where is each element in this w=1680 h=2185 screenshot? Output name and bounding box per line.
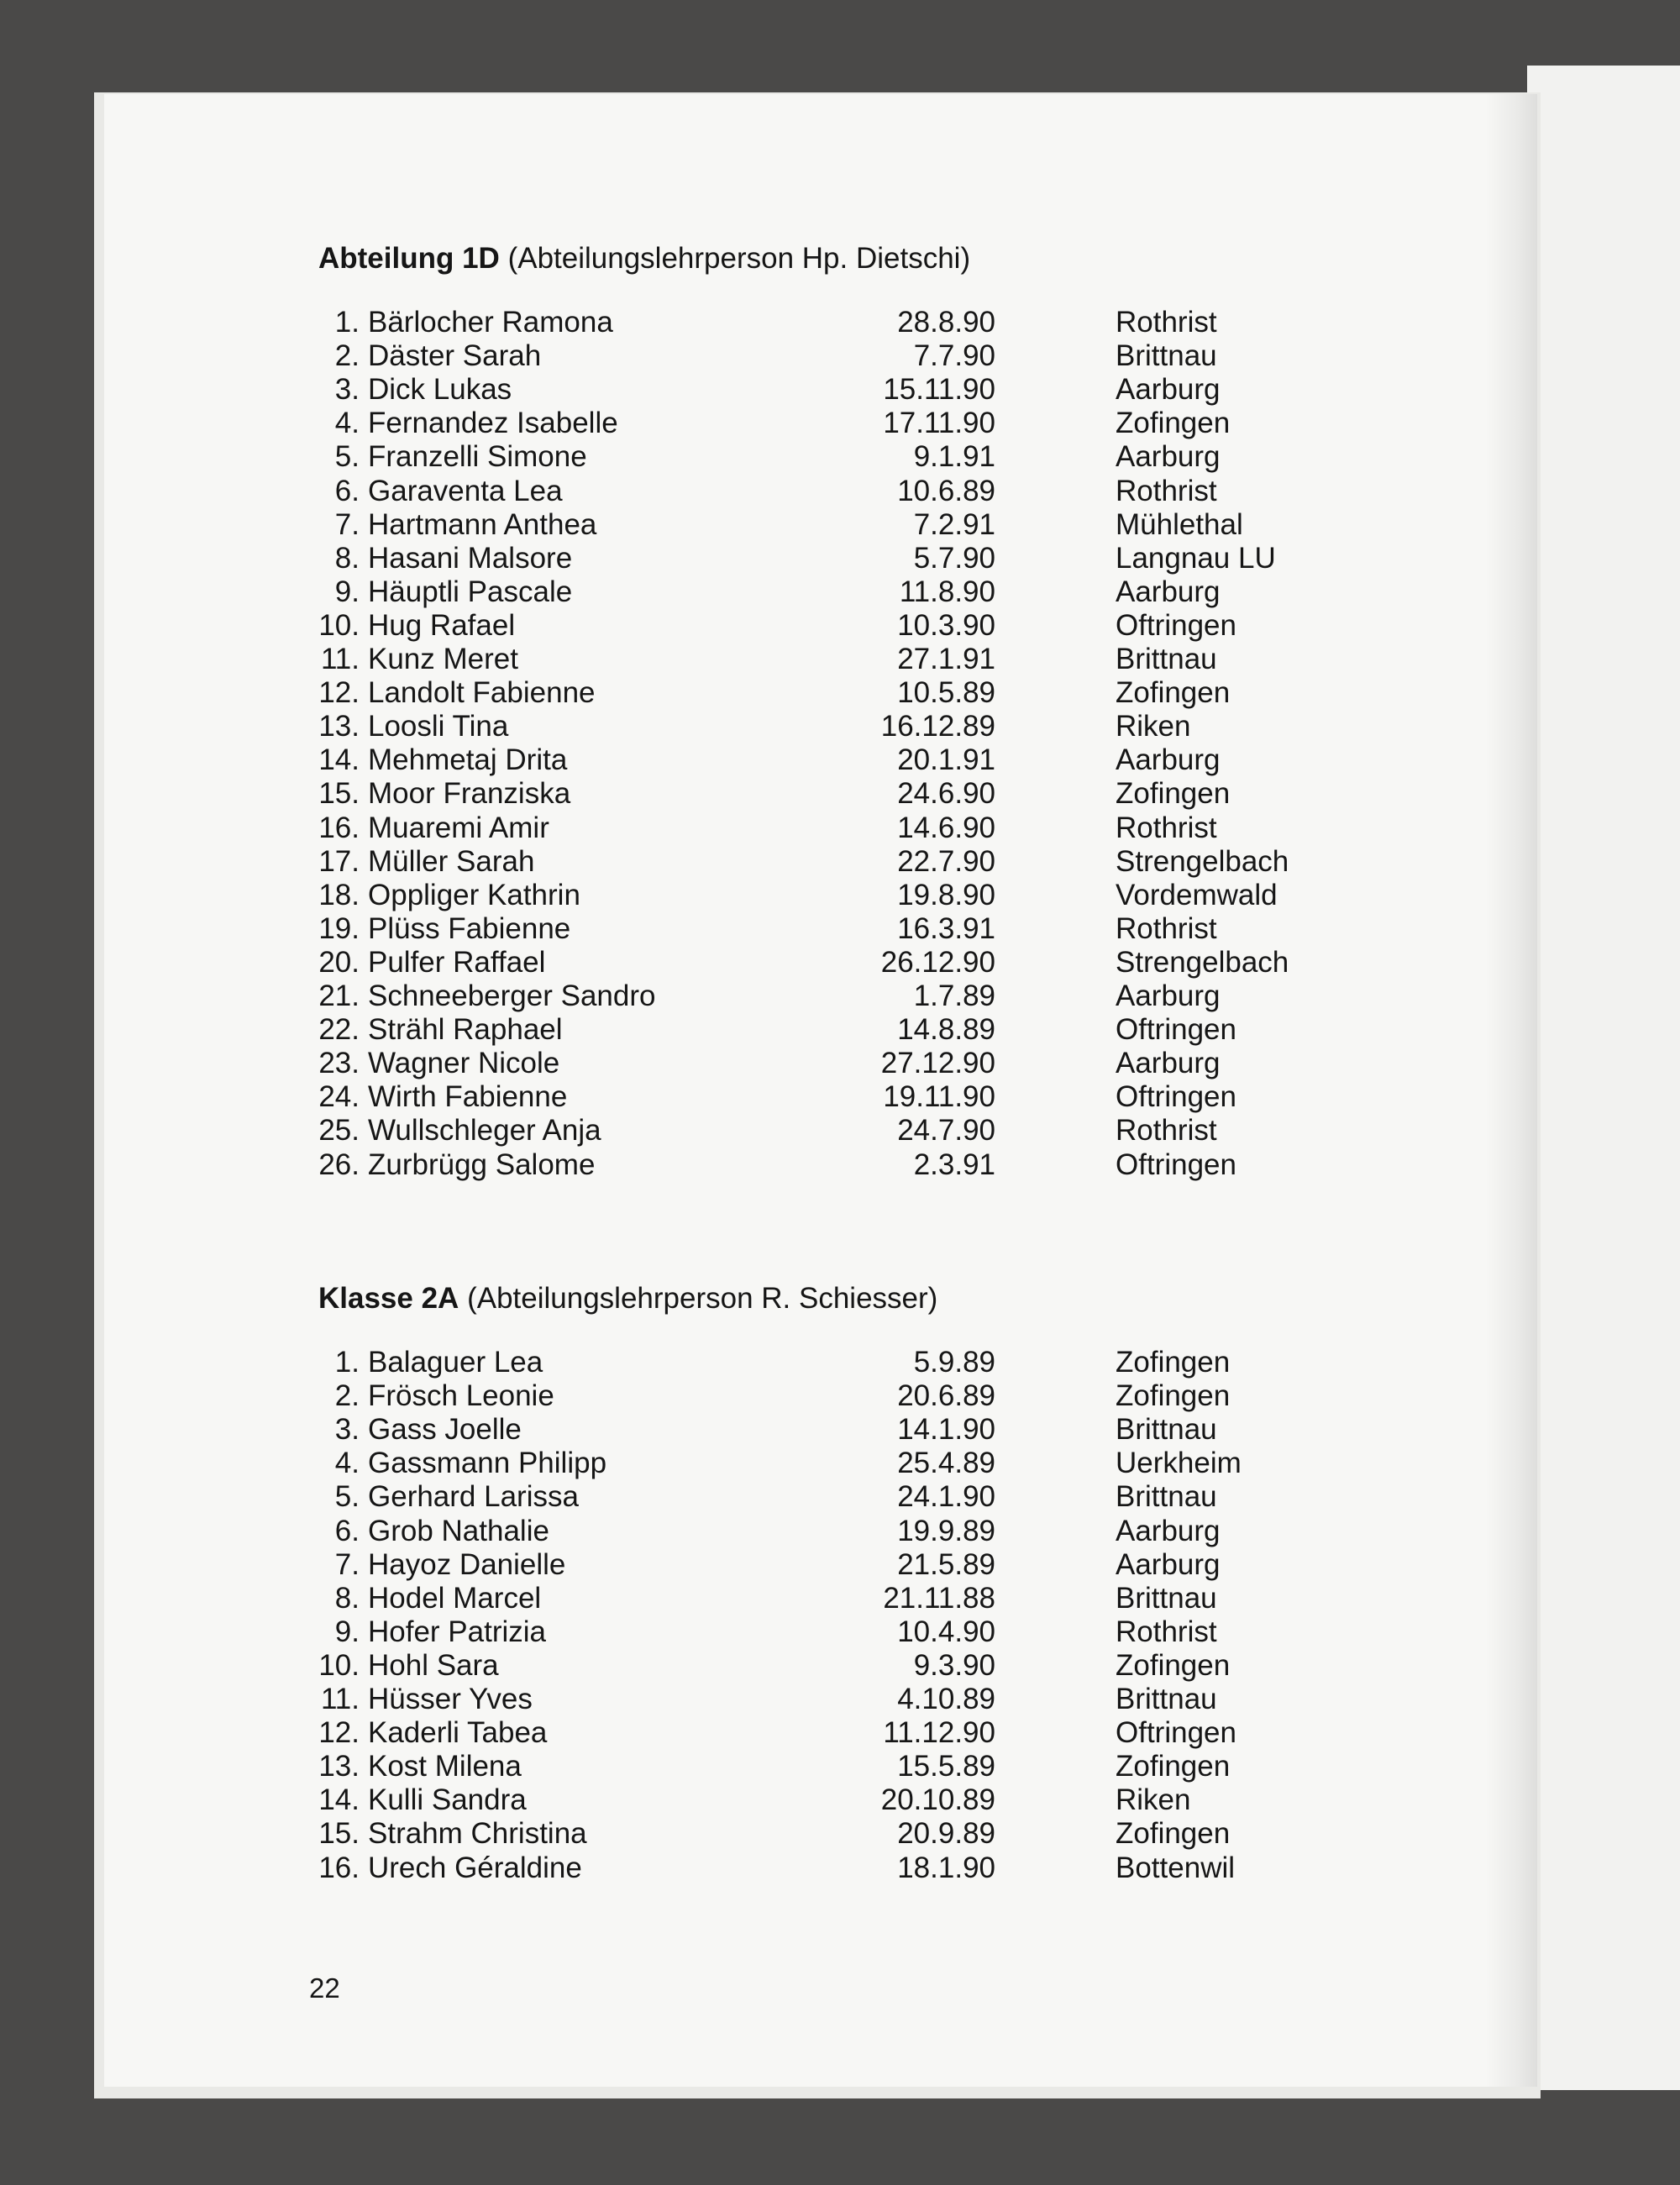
student-row	[0, 1851, 1680, 1885]
row-number: 21.	[318, 980, 360, 1012]
student-row	[0, 676, 1680, 710]
birth-date: 2.3.91	[913, 1148, 995, 1181]
birth-date: 5.7.90	[913, 542, 995, 575]
student-name: Hohl Sara	[368, 1649, 499, 1682]
home-town: Strengelbach	[1116, 946, 1289, 979]
birth-date: 5.9.89	[913, 1346, 995, 1379]
birth-date: 15.11.90	[883, 373, 995, 406]
student-name: Häuptli Pascale	[368, 575, 573, 608]
student-name: Pulfer Raffael	[368, 946, 546, 979]
birth-date: 21.5.89	[897, 1548, 995, 1581]
student-row	[0, 643, 1680, 676]
student-row	[0, 1750, 1680, 1783]
row-number: 18.	[318, 879, 360, 911]
student-row	[0, 609, 1680, 643]
home-town: Aarburg	[1116, 980, 1221, 1012]
student-name: Gass Joelle	[368, 1413, 522, 1446]
student-row	[0, 508, 1680, 542]
student-name: Hayoz Danielle	[368, 1548, 566, 1581]
page-number: 22	[309, 1972, 340, 2004]
birth-date: 16.3.91	[897, 912, 995, 945]
row-number: 20.	[318, 946, 360, 979]
birth-date: 7.2.91	[913, 508, 995, 541]
student-row	[0, 1114, 1680, 1148]
home-town: Zofingen	[1116, 1379, 1231, 1412]
student-row	[0, 1615, 1680, 1649]
row-number: 19.	[318, 912, 360, 945]
home-town: Rothrist	[1116, 475, 1217, 507]
home-town: Brittnau	[1116, 1683, 1217, 1715]
student-row	[0, 1649, 1680, 1683]
student-row	[0, 710, 1680, 743]
birth-date: 27.12.90	[880, 1047, 995, 1079]
birth-date: 17.11.90	[883, 407, 995, 439]
student-name: Hofer Patrizia	[368, 1615, 547, 1648]
home-town: Bottenwil	[1116, 1851, 1236, 1884]
student-row	[0, 1346, 1680, 1379]
student-name: Wagner Nicole	[368, 1047, 560, 1079]
home-town: Zofingen	[1116, 1346, 1231, 1379]
home-town: Oftringen	[1116, 1148, 1236, 1181]
student-name: Strähl Raphael	[368, 1013, 563, 1046]
home-town: Uerkheim	[1116, 1447, 1242, 1479]
birth-date: 26.12.90	[880, 946, 995, 979]
student-row	[0, 980, 1680, 1013]
birth-date: 18.1.90	[897, 1851, 995, 1884]
home-town: Zofingen	[1116, 676, 1231, 709]
row-number: 13.	[318, 1750, 360, 1783]
row-number: 7.	[334, 1548, 360, 1581]
student-name: Kaderli Tabea	[368, 1716, 548, 1749]
home-town: Riken	[1116, 1783, 1191, 1816]
student-row	[0, 339, 1680, 373]
row-number: 7.	[334, 508, 360, 541]
student-name: Fernandez Isabelle	[368, 407, 618, 439]
row-number: 9.	[334, 1615, 360, 1648]
row-number: 14.	[318, 743, 360, 776]
home-town: Mühlethal	[1116, 508, 1243, 541]
home-town: Rothrist	[1116, 1615, 1217, 1648]
row-number: 15.	[318, 1817, 360, 1850]
home-town: Langnau LU	[1116, 542, 1276, 575]
birth-date: 10.5.89	[897, 676, 995, 709]
student-row	[0, 1480, 1680, 1514]
home-town: Aarburg	[1116, 373, 1221, 406]
birth-date: 19.8.90	[897, 879, 995, 911]
row-number: 11.	[320, 1683, 360, 1715]
birth-date: 4.10.89	[897, 1683, 995, 1715]
birth-date: 7.7.90	[913, 339, 995, 372]
home-town: Zofingen	[1116, 1649, 1231, 1682]
row-number: 2.	[334, 339, 360, 372]
birth-date: 10.6.89	[897, 475, 995, 507]
student-row	[0, 777, 1680, 811]
row-number: 3.	[334, 373, 360, 406]
student-row	[0, 811, 1680, 845]
home-town: Rothrist	[1116, 306, 1217, 339]
home-town: Rothrist	[1116, 811, 1217, 844]
student-name: Urech Géraldine	[368, 1851, 582, 1884]
row-number: 1.	[334, 306, 360, 339]
row-number: 2.	[334, 1379, 360, 1412]
student-name: Gerhard Larissa	[368, 1480, 579, 1513]
home-town: Brittnau	[1116, 1413, 1217, 1446]
row-number: 14.	[318, 1783, 360, 1816]
birth-date: 20.10.89	[880, 1783, 995, 1816]
row-number: 1.	[334, 1346, 360, 1379]
birth-date: 16.12.89	[880, 710, 995, 743]
home-town: Brittnau	[1116, 643, 1217, 675]
student-name: Landolt Fabienne	[368, 676, 596, 709]
birth-date: 14.6.90	[897, 811, 995, 844]
student-name: Kulli Sandra	[368, 1783, 527, 1816]
home-town: Oftringen	[1116, 1716, 1236, 1749]
student-name: Moor Franziska	[368, 777, 571, 810]
row-number: 17.	[318, 845, 360, 878]
student-row	[0, 1013, 1680, 1047]
home-town: Aarburg	[1116, 440, 1221, 473]
student-name: Dick Lukas	[368, 373, 512, 406]
home-town: Aarburg	[1116, 1548, 1221, 1581]
home-town: Oftringen	[1116, 1080, 1236, 1113]
student-row	[0, 373, 1680, 407]
birth-date: 20.1.91	[897, 743, 995, 776]
birth-date: 20.9.89	[897, 1817, 995, 1850]
student-row	[0, 1817, 1680, 1851]
section-title-abteilung-1d	[318, 242, 970, 276]
student-row	[0, 1379, 1680, 1413]
home-town: Aarburg	[1116, 1515, 1221, 1547]
birth-date: 14.8.89	[897, 1013, 995, 1046]
student-name: Oppliger Kathrin	[368, 879, 580, 911]
birth-date: 11.12.90	[883, 1716, 995, 1749]
student-row	[0, 440, 1680, 474]
student-name: Gassmann Philipp	[368, 1447, 607, 1479]
student-row	[0, 1148, 1680, 1182]
birth-date: 11.8.90	[899, 575, 995, 608]
birth-date: 1.7.89	[913, 980, 995, 1012]
birth-date: 19.9.89	[897, 1515, 995, 1547]
student-row	[0, 1413, 1680, 1447]
student-row	[0, 475, 1680, 508]
row-number: 22.	[318, 1013, 360, 1046]
student-row	[0, 1582, 1680, 1615]
student-name: Muaremi Amir	[368, 811, 549, 844]
home-town: Oftringen	[1116, 609, 1236, 642]
student-row	[0, 1548, 1680, 1582]
home-town: Rothrist	[1116, 912, 1217, 945]
student-row	[0, 542, 1680, 575]
row-number: 12.	[318, 676, 360, 709]
home-town: Zofingen	[1116, 407, 1231, 439]
student-name: Loosli Tina	[368, 710, 509, 743]
birth-date: 14.1.90	[897, 1413, 995, 1446]
student-row	[0, 879, 1680, 912]
home-town: Brittnau	[1116, 1480, 1217, 1513]
section-title-klasse-2a	[318, 1282, 937, 1316]
row-number: 11.	[320, 643, 360, 675]
row-number: 6.	[334, 1515, 360, 1547]
student-row	[0, 912, 1680, 946]
row-number: 3.	[334, 1413, 360, 1446]
student-name: Plüss Fabienne	[368, 912, 571, 945]
row-number: 23.	[318, 1047, 360, 1079]
student-name: Müller Sarah	[368, 845, 535, 878]
birth-date: 9.3.90	[913, 1649, 995, 1682]
student-name: Strahm Christina	[368, 1817, 587, 1850]
student-name: Franzelli Simone	[368, 440, 587, 473]
section-title-teacher: (Abteilungslehrperson R. Schiesser)	[467, 1282, 938, 1315]
home-town: Strengelbach	[1116, 845, 1289, 878]
student-name: Frösch Leonie	[368, 1379, 554, 1412]
student-name: Hasani Malsore	[368, 542, 573, 575]
student-row	[0, 1716, 1680, 1750]
birth-date: 10.4.90	[897, 1615, 995, 1648]
birth-date: 24.1.90	[897, 1480, 995, 1513]
birth-date: 20.6.89	[897, 1379, 995, 1412]
row-number: 6.	[334, 475, 360, 507]
student-name: Hug Rafael	[368, 609, 516, 642]
home-town: Zofingen	[1116, 777, 1231, 810]
row-number: 16.	[318, 811, 360, 844]
student-row	[0, 1447, 1680, 1480]
birth-date: 10.3.90	[897, 609, 995, 642]
birth-date: 28.8.90	[897, 306, 995, 339]
home-town: Riken	[1116, 710, 1191, 743]
section-title-teacher: (Abteilungslehrperson Hp. Dietschi)	[507, 242, 971, 275]
row-number: 15.	[318, 777, 360, 810]
home-town: Brittnau	[1116, 339, 1217, 372]
student-row	[0, 1047, 1680, 1080]
birth-date: 27.1.91	[897, 643, 995, 675]
home-town: Zofingen	[1116, 1817, 1231, 1850]
row-number: 24.	[318, 1080, 360, 1113]
student-row	[0, 1683, 1680, 1716]
section-title-bold: Abteilung 1D	[318, 242, 500, 275]
student-name: Kost Milena	[368, 1750, 522, 1783]
row-number: 12.	[318, 1716, 360, 1749]
student-name: Garaventa Lea	[368, 475, 563, 507]
birth-date: 21.11.88	[883, 1582, 995, 1615]
birth-date: 25.4.89	[897, 1447, 995, 1479]
row-number: 4.	[334, 1447, 360, 1479]
student-row	[0, 306, 1680, 339]
home-town: Rothrist	[1116, 1114, 1217, 1147]
student-name: Kunz Meret	[368, 643, 518, 675]
student-row	[0, 1080, 1680, 1114]
row-number: 5.	[334, 440, 360, 473]
student-row	[0, 946, 1680, 980]
student-row	[0, 407, 1680, 440]
student-name: Schneeberger Sandro	[368, 980, 656, 1012]
row-number: 10.	[318, 1649, 360, 1682]
row-number: 4.	[334, 407, 360, 439]
home-town: Zofingen	[1116, 1750, 1231, 1783]
birth-date: 24.7.90	[897, 1114, 995, 1147]
row-number: 26.	[318, 1148, 360, 1181]
student-name: Balaguer Lea	[368, 1346, 543, 1379]
student-name: Hartmann Anthea	[368, 508, 597, 541]
row-number: 25.	[318, 1114, 360, 1147]
row-number: 13.	[318, 710, 360, 743]
student-row	[0, 743, 1680, 777]
student-row	[0, 845, 1680, 879]
birth-date: 22.7.90	[897, 845, 995, 878]
student-name: Bärlocher Ramona	[368, 306, 613, 339]
row-number: 5.	[334, 1480, 360, 1513]
student-name: Zurbrügg Salome	[368, 1148, 596, 1181]
birth-date: 19.11.90	[883, 1080, 995, 1113]
student-name: Wirth Fabienne	[368, 1080, 568, 1113]
student-row	[0, 1783, 1680, 1817]
student-row	[0, 1515, 1680, 1548]
row-number: 16.	[318, 1851, 360, 1884]
student-row	[0, 575, 1680, 609]
section-title-bold: Klasse 2A	[318, 1282, 459, 1315]
birth-date: 15.5.89	[897, 1750, 995, 1783]
student-name: Mehmetaj Drita	[368, 743, 568, 776]
row-number: 8.	[334, 542, 360, 575]
home-town: Aarburg	[1116, 575, 1221, 608]
student-name: Hüsser Yves	[368, 1683, 533, 1715]
student-name: Däster Sarah	[368, 339, 542, 372]
home-town: Aarburg	[1116, 743, 1221, 776]
birth-date: 24.6.90	[897, 777, 995, 810]
student-name: Wullschleger Anja	[368, 1114, 601, 1147]
student-name: Grob Nathalie	[368, 1515, 549, 1547]
home-town: Oftringen	[1116, 1013, 1236, 1046]
home-town: Aarburg	[1116, 1047, 1221, 1079]
home-town: Vordemwald	[1116, 879, 1278, 911]
student-name: Hodel Marcel	[368, 1582, 542, 1615]
row-number: 10.	[318, 609, 360, 642]
row-number: 9.	[334, 575, 360, 608]
home-town: Brittnau	[1116, 1582, 1217, 1615]
birth-date: 9.1.91	[913, 440, 995, 473]
row-number: 8.	[334, 1582, 360, 1615]
